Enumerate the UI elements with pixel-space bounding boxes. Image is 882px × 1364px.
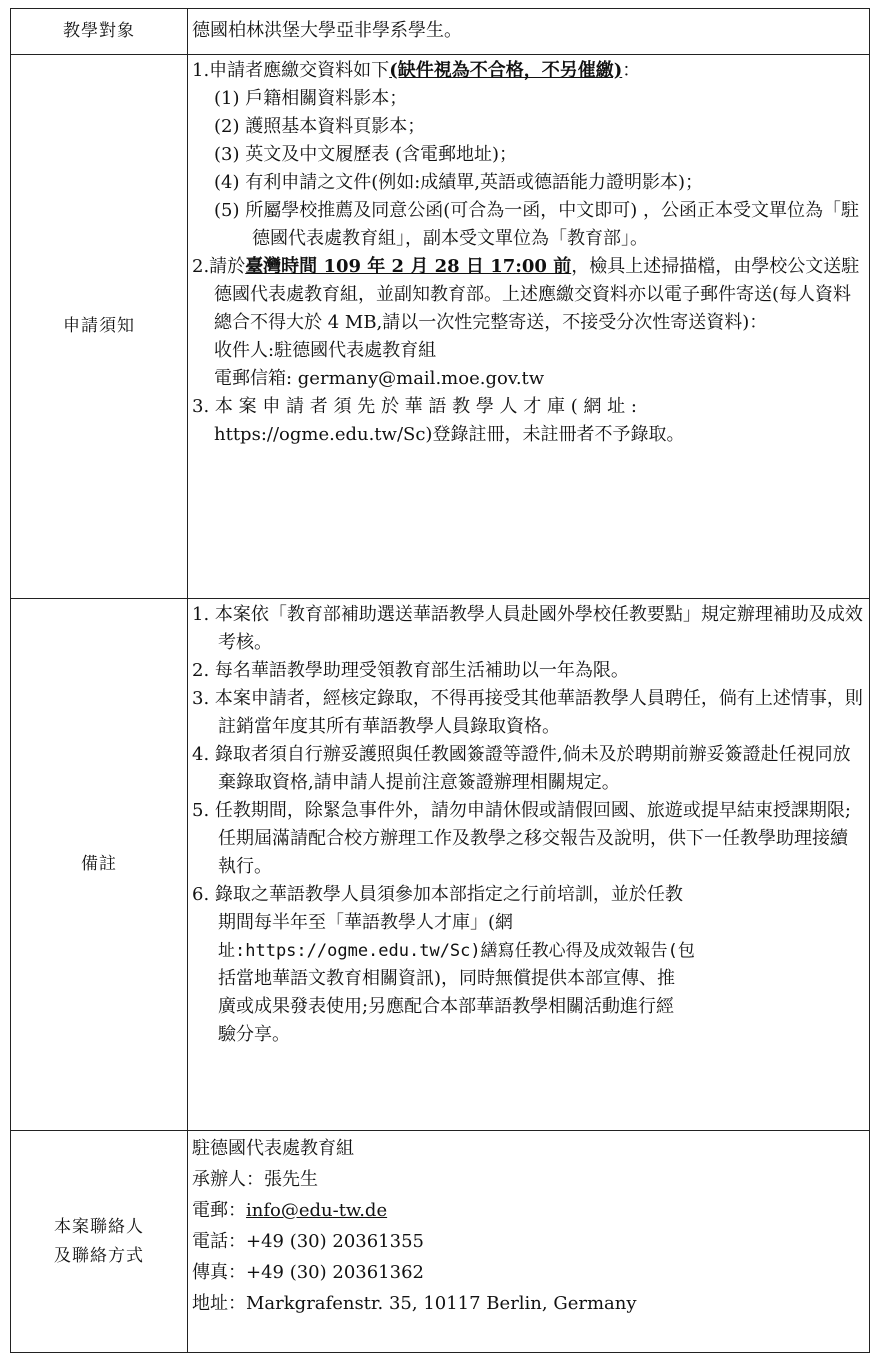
application-item-1: 1.申請者應繳交資料如下(缺件視為不合格，不另催繳)： <box>192 60 641 81</box>
contact-person: 承辦人：張先生 <box>192 1169 318 1190</box>
remark-item-6-line3: 址:https://ogme.edu.tw/Sc)繕寫任教心得及成效報告(包 <box>218 941 695 961</box>
target-text: 德國柏林洪堡大學亞非學系學生。 <box>188 9 870 55</box>
application-subitem: (5) 所屬學校推薦及同意公函(可合為一函，中文即可) ，公函正本受文單位為「駐德國代表處教育組」，副本受文單位為「教育部」。 <box>214 200 859 249</box>
remarks-content <box>188 599 870 1131</box>
remark-item-6-line6: 驗分享。 <box>218 1024 290 1045</box>
info-table <box>10 8 870 1353</box>
remark-item: 5. 任教期間，除緊急事件外，請勿申請休假或請假回國、旅遊或提早結束授課期限;任期屆滿請配合校方辦理工作及教學之移交報告及說明，供下一任教學助理接續執行。 <box>192 800 851 877</box>
contact-email-line: 電郵：info@edu-tw.de <box>192 1200 388 1221</box>
contact-content <box>188 1131 870 1353</box>
contact-phone: 電話：+49 (30) 20361355 <box>192 1231 424 1252</box>
remark-item-6-line1: 6. 錄取之華語教學人員須參加本部指定之行前培訓，並於任教 <box>192 884 683 905</box>
contact-fax: 傳真：+49 (30) 20361362 <box>192 1262 424 1283</box>
application-subitem: (4) 有利申請之文件(例如:成績單,英語或德語能力證明影本)； <box>214 172 704 193</box>
remark-item-6-line4: 括當地華語文教育相關資訊)，同時無償提供本部宣傳、推 <box>218 968 676 989</box>
contact-office: 駐德國代表處教育組 <box>192 1138 354 1159</box>
document-page <box>4 0 878 1364</box>
label-remarks: 備註 <box>11 599 188 1131</box>
row-contact <box>11 1131 870 1353</box>
row-target <box>11 9 870 55</box>
remark-item: 4. 錄取者須自行辦妥護照與任教國簽證等證件,倘未及於聘期前辦妥簽證赴任視同放棄錄取資格,請申請人提前注意簽證辦理相關規定。 <box>192 744 851 793</box>
application-subitem: (3) 英文及中文履歷表 (含電郵地址)； <box>214 144 517 165</box>
application-item-2: 2.請於臺灣時間 109 年 2 月 28 日 17:00 前，檢具上述掃描檔，由學校公文送駐德國代表處教育組，並副知教育部。上述應繳交資料亦以電子郵件寄送(每人資料總合不得大於 4 MB,請以一次性完整寄送，不接受分次性寄送資料)： <box>192 256 860 333</box>
application-content <box>188 55 870 599</box>
contact-address: 地址：Markgrafenstr. 35, 10117 Berlin, Germany <box>192 1293 637 1314</box>
label-application: 申請須知 <box>11 55 188 599</box>
application-subitem: (2) 護照基本資料頁影本； <box>214 116 426 137</box>
row-remarks <box>11 599 870 1131</box>
remark-item-6-line2: 期間每半年至「華語教學人才庫」(網 <box>218 912 514 933</box>
deadline-text: 臺灣時間 109 年 2 月 28 日 17:00 前 <box>245 256 572 277</box>
recipient-email-line: 電郵信箱: germany@mail.moe.gov.tw <box>214 368 545 389</box>
recipient-line: 收件人:駐德國代表處教育組 <box>214 340 437 361</box>
remark-item: 1. 本案依「教育部補助選送華語教學人員赴國外學校任教要點」規定辦理補助及成效考核。 <box>192 604 863 653</box>
missing-docs-note: (缺件視為不合格，不另催繳) <box>389 60 623 81</box>
label-target: 教學對象 <box>11 9 188 55</box>
row-application <box>11 55 870 599</box>
label-contact: 本案聯絡人 及聯絡方式 <box>11 1131 188 1353</box>
application-item-3-line2: https://ogme.edu.tw/Sc)登錄註冊，未註冊者不予錄取。 <box>214 424 685 445</box>
contact-email-link[interactable]: info@edu-tw.de <box>246 1200 388 1221</box>
application-subitem: (1) 戶籍相關資料影本； <box>214 88 408 109</box>
remark-item: 3. 本案申請者，經核定錄取，不得再接受其他華語教學人員聘任，倘有上述情事，則註銷當年度其所有華語教學人員錄取資格。 <box>192 688 863 737</box>
remark-item: 2. 每名華語教學助理受領教育部生活補助以一年為限。 <box>192 660 629 681</box>
application-item-3-line1: 3. 本 案 申 請 者 須 先 於 華 語 教 學 人 才 庫 ( 網 址 : <box>192 396 637 417</box>
remark-item-6-line5: 廣或成果發表使用;另應配合本部華語教學相關活動進行經 <box>218 996 675 1017</box>
